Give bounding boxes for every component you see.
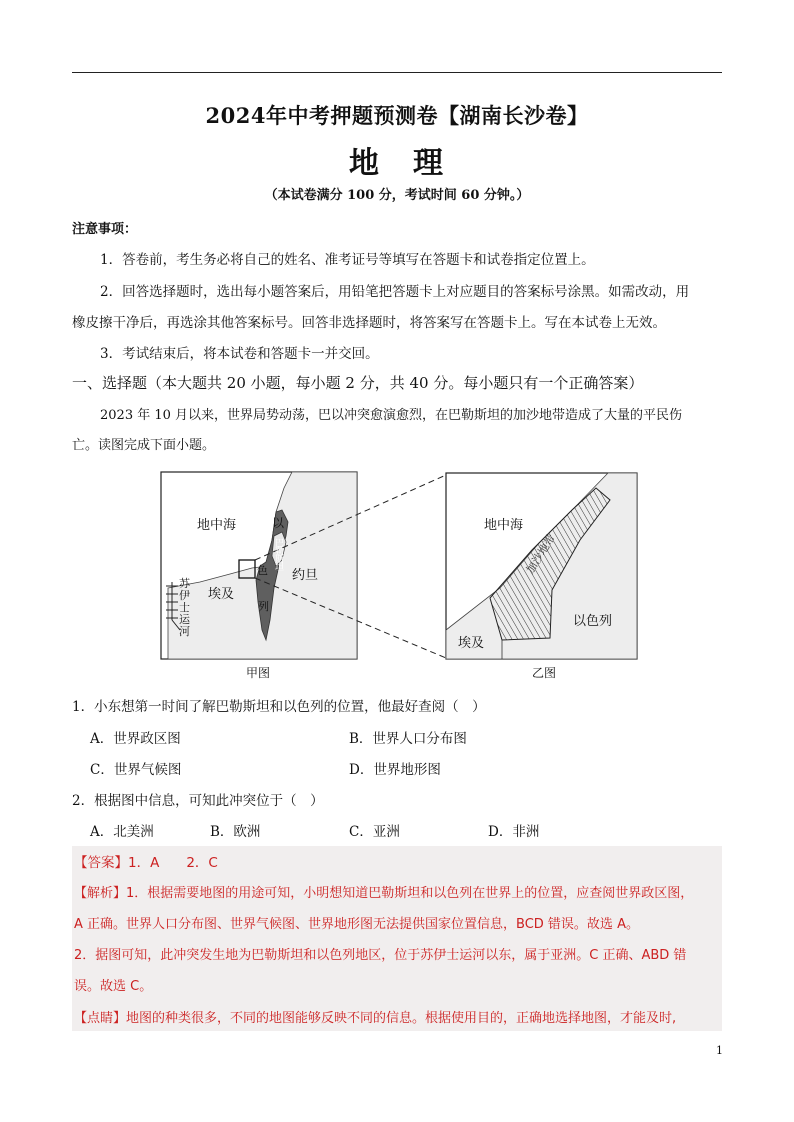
- question-1-stem: 1．小东想第一时间了解巴勒斯坦和以色列的位置，他最好查阅（ ）: [72, 699, 486, 715]
- analysis-line: A 正确。世界人口分布图、世界气候图、世界地形图无法提供国家位置信息，BCD 错误。故选 A。: [74, 917, 639, 932]
- score-note: （本试卷满分 100 分，考试时间 60 分钟。）: [264, 188, 530, 203]
- analysis-line: 误。故选 C。: [74, 979, 153, 994]
- label-gaza: 加沙地带: [523, 531, 559, 576]
- page-number: 1: [716, 1044, 723, 1057]
- question-2-option-d: D．非洲: [488, 824, 540, 840]
- question-1-option-b: B．世界人口分布图: [349, 731, 467, 747]
- label-israel-1: 以: [272, 516, 285, 530]
- question-1-option-c: C．世界气候图: [90, 762, 182, 778]
- answer-panel: [72, 846, 722, 1031]
- label-mediterranean-right: 地中海: [484, 518, 524, 533]
- label-suez-canal: [179, 578, 193, 638]
- label-palestine-1: 巴: [275, 539, 285, 549]
- analysis-line: 【解析】1．根据需要地图的用途可知，小明想知道巴勒斯坦和以色列在世界上的位置，应查阅世界政区图，: [74, 886, 694, 901]
- map-graphics: [160, 470, 638, 680]
- label-egypt-right: 埃及: [458, 636, 485, 651]
- notice-item: 3．考试结束后，将本试卷和答题卡一并交回。: [100, 346, 379, 362]
- suez-char: 伊: [179, 589, 190, 602]
- label-palestine-4: 坦: [275, 563, 285, 573]
- answer-line: 【答案】1．A 2．C: [74, 855, 218, 871]
- figure-maps: [160, 470, 638, 680]
- label-mediterranean-left: 地中海: [197, 518, 237, 533]
- suez-char: 运: [179, 613, 190, 626]
- passage-line: 2023 年 10 月以来，世界局势动荡，巴以冲突愈演愈烈，在巴勒斯坦的加沙地带造成了大量的平民伤: [100, 408, 683, 423]
- subject-title: 地 理: [349, 146, 445, 181]
- question-2-option-c: C．亚洲: [349, 824, 400, 840]
- label-palestine-2: 勒: [275, 547, 285, 557]
- label-israel-right: 以色列: [573, 614, 613, 629]
- label-egypt-left: 埃及: [208, 587, 235, 602]
- caption-right-map: 乙图: [532, 666, 557, 680]
- label-jordan: 约旦: [292, 568, 319, 583]
- caption-left-map: 甲图: [246, 666, 271, 680]
- notice-heading: 注意事项：: [72, 222, 138, 237]
- section-heading: 一、选择题（本大题共 20 小题，每小题 2 分，共 40 分。每小题只有一个正确答案）: [72, 374, 644, 392]
- label-israel-3: 列: [258, 600, 269, 613]
- notice-item: 1．答卷前，考生务必将自己的姓名、准考证号等填写在答题卡和试卷指定位置上。: [100, 252, 595, 268]
- tip-line: 【点睛】地图的种类很多，不同的地图能够反映不同的信息。根据使用目的，正确地选择地图，才能及时,: [74, 1011, 677, 1026]
- header-rule: [72, 72, 722, 73]
- analysis-line: 2．据图可知，此冲突发生地为巴勒斯坦和以色列地区，位于苏伊士运河以东，属于亚洲。C 正确、ABD 错: [74, 948, 687, 963]
- question-2-option-a: A．北美洲: [90, 824, 154, 840]
- exam-title: 2024年中考押题预测卷【湖南长沙卷】: [205, 103, 589, 128]
- label-israel-2: 色: [257, 564, 268, 577]
- question-2-option-b: B．欧洲: [210, 824, 261, 840]
- passage-line: 亡。读图完成下面小题。: [72, 438, 216, 453]
- notice-item: 橡皮擦干净后，再选涂其他答案标号。回答非选择题时，将答案写在答题卡上。写在本试卷上无效。: [72, 315, 666, 331]
- question-1-option-d: D．世界地形图: [349, 762, 441, 778]
- question-1-option-a: A．世界政区图: [90, 731, 181, 747]
- suez-char: 士: [179, 601, 190, 614]
- suez-char: 苏: [179, 577, 190, 590]
- suez-char: 河: [179, 625, 190, 638]
- notice-item: 2．回答选择题时，选出每小题答案后，用铅笔把答题卡上对应题目的答案标号涂黑。如需改动，用: [100, 284, 690, 300]
- label-palestine-3: 斯: [275, 555, 285, 565]
- question-2-stem: 2．根据图中信息，可知此冲突位于（ ）: [72, 793, 324, 809]
